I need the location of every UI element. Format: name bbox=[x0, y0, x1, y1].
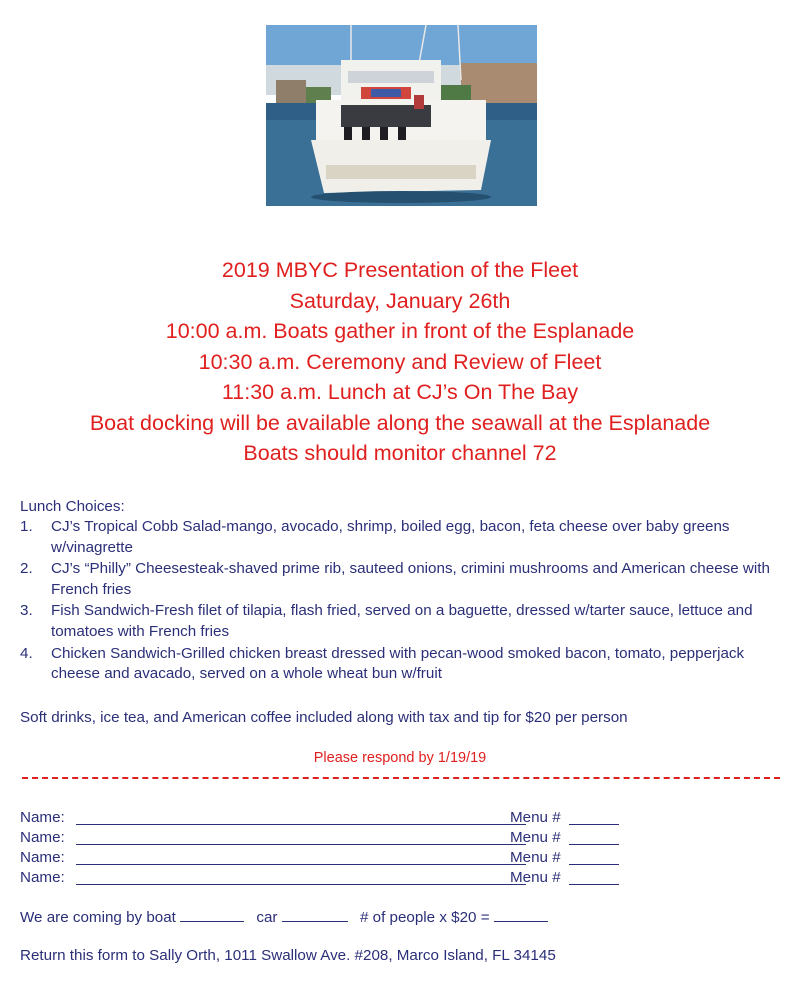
menu-label: Menu # bbox=[510, 869, 561, 886]
menu-label: Menu # bbox=[510, 809, 561, 826]
item-text: CJ’s “Philly” Cheesesteak-shaved prime rib, sauteed onions, crimini mushrooms and American cheese with French fries bbox=[51, 560, 770, 598]
car-label: car bbox=[256, 909, 278, 926]
name-field[interactable] bbox=[76, 844, 526, 845]
item-number: 4. bbox=[20, 644, 33, 662]
menu-number-field[interactable] bbox=[569, 884, 619, 885]
item-text: Chicken Sandwich-Grilled chicken breast dressed with pecan-wood smoked bacon, tomato, pepperjack cheese and avacado, served on a whole wheat bun w/fruit bbox=[51, 644, 745, 683]
event-title: 2019 MBYC Presentation of the Fleet bbox=[221, 258, 579, 282]
car-field[interactable] bbox=[282, 907, 348, 922]
event-date: Saturday, January 26th bbox=[289, 288, 511, 313]
schedule-ceremony: 10:30 a.m. Ceremony and Review of Fleet bbox=[198, 349, 602, 374]
item-number: 3. bbox=[20, 602, 33, 620]
name-row bbox=[20, 829, 640, 849]
menu-number-field[interactable] bbox=[569, 864, 619, 865]
name-field[interactable] bbox=[76, 864, 526, 865]
menu-label: Menu # bbox=[510, 829, 561, 846]
people-total-field[interactable] bbox=[494, 907, 548, 922]
name-label: Name: bbox=[20, 809, 65, 826]
schedule-gather: 10:00 a.m. Boats gather in front of the Esplanade bbox=[165, 319, 635, 343]
cut-line-divider bbox=[22, 777, 780, 779]
boat-photo bbox=[266, 25, 537, 206]
menu-number-field[interactable] bbox=[569, 844, 619, 845]
name-row bbox=[20, 849, 640, 869]
name-field[interactable] bbox=[76, 824, 526, 825]
name-row bbox=[20, 809, 640, 829]
channel-note: Boats should monitor channel 72 bbox=[243, 441, 557, 465]
schedule-lunch: 11:30 a.m. Lunch at CJ’s On The Bay bbox=[221, 380, 579, 404]
name-label: Name: bbox=[20, 829, 65, 846]
lunch-menu-list bbox=[20, 517, 790, 686]
list-item bbox=[20, 559, 790, 600]
menu-label: Menu # bbox=[510, 849, 561, 866]
name-label: Name: bbox=[20, 869, 65, 886]
name-row bbox=[20, 869, 640, 889]
item-number: 1. bbox=[20, 518, 33, 535]
lunch-choices-title: Lunch Choices: bbox=[20, 498, 125, 515]
boat-field[interactable] bbox=[180, 907, 244, 922]
list-item bbox=[20, 644, 790, 685]
menu-number-field[interactable] bbox=[569, 824, 619, 825]
pricing-note: Soft drinks, ice tea, and American coffee included along with tax and tip for $20 per person bbox=[20, 709, 628, 726]
event-header bbox=[0, 255, 800, 469]
return-address: Return this form to Sally Orth, 1011 Swallow Ave. #208, Marco Island, FL 34145 bbox=[20, 947, 556, 964]
name-field[interactable] bbox=[76, 884, 526, 885]
list-item bbox=[20, 601, 790, 642]
boat-label: We are coming by boat bbox=[20, 909, 176, 926]
item-text: CJ’s Tropical Cobb Salad-mango, avocado, shrimp, boiled egg, bacon, feta cheese over baby greens w/vinagrette bbox=[51, 518, 730, 556]
docking-note: Boat docking will be available along the seawall at the Esplanade bbox=[89, 410, 711, 435]
list-item bbox=[20, 517, 790, 558]
people-label: # of people x $20 = bbox=[359, 909, 490, 926]
item-number: 2. bbox=[20, 560, 33, 578]
name-label: Name: bbox=[20, 849, 65, 866]
respond-by: Please respond by 1/19/19 bbox=[313, 750, 487, 766]
attendance-line bbox=[20, 907, 548, 926]
name-entries bbox=[20, 809, 640, 889]
item-text: Fish Sandwich-Fresh filet of tilapia, flash fried, served on a baguette, dressed w/tarter sauce, lettuce and tomatoes with French fries bbox=[51, 602, 753, 640]
